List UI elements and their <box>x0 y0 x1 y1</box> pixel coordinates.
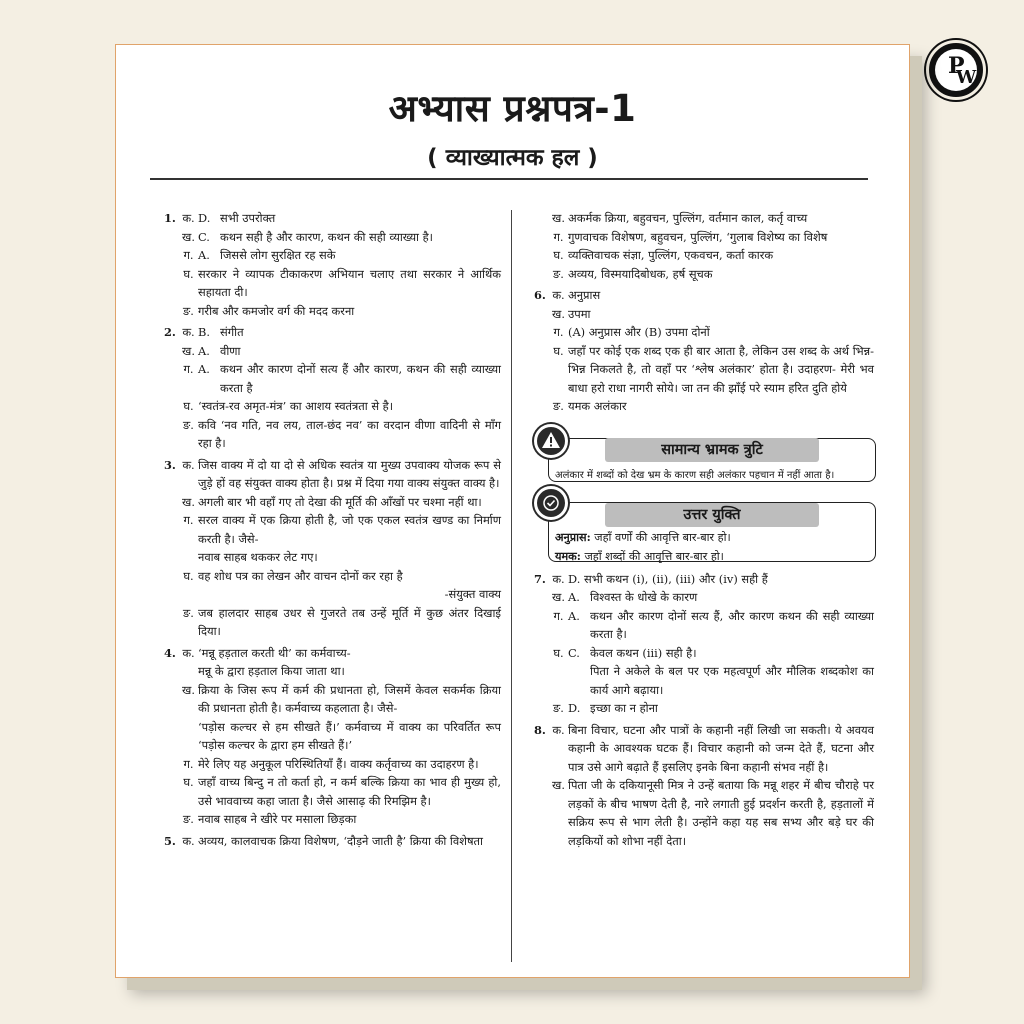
answer-text: जहाँ पर कोई एक शब्द एक ही बार आता है, लेकिन उस शब्द के अर्थ भिन्न-भिन्न निकलते है, तो वहाँ पर ‘श्लेष अलंकार’ होता है। उदाहरण- मेरी भव बाधा हरो राधा नागरी सोये। जा तन की झाँई परे स्याम हरित दुति होये <box>568 343 874 395</box>
option-label: A. <box>568 590 580 604</box>
answer-text: व्यक्तिवाचक संज्ञा, पुल्लिंग, एकवचन, कर्ता कारक <box>568 248 774 262</box>
answer-text: मेरे लिए यह अनुकूल परिस्थितियाँ हैं। वाक्य कर्तृवाच्य का उदाहरण है। <box>198 756 479 771</box>
answer-row <box>164 209 501 228</box>
answer-row <box>164 511 501 548</box>
answer-text: (A) अनुप्रास और (B) उपमा दोनों <box>568 325 710 339</box>
answer-row <box>164 773 501 810</box>
answer-row <box>164 456 501 493</box>
sub-label: ग. <box>553 325 564 339</box>
question-number: 4. <box>164 645 176 660</box>
option-label: A. <box>198 248 210 262</box>
answer-text: वह शोध पत्र का लेखन और वाचन दोनों कर रहा है <box>198 568 403 583</box>
example-sentence: पिता ने अकेले के बल पर एक महत्वपूर्ण और मौलिक शब्दकोश का कार्य आगे बढ़ाया। <box>590 664 874 697</box>
tip-key: अनुप्रास: <box>555 529 591 544</box>
answer-row <box>164 567 501 586</box>
answer-text: जिससे लोग सुरक्षित रह सके <box>220 248 336 262</box>
answer-row <box>534 397 874 416</box>
answer-text: अव्यय, विस्मयादिबोधक, हर्ष सूचक <box>568 266 713 281</box>
sub-label: ङ. <box>553 701 564 715</box>
sub-label: क. <box>552 571 565 586</box>
answer-text: कथन और कारण दोनों सत्य हैं और कारण, कथन की सही व्याख्या करता है <box>220 362 501 395</box>
option-label: A. <box>198 343 210 358</box>
answer-tip-box <box>534 492 874 562</box>
common-mistake-body <box>548 438 876 482</box>
common-mistake-heading: सामान्य भ्रामक त्रुटि <box>605 438 819 462</box>
sub-label: ग. <box>183 513 194 527</box>
answer-row <box>534 228 874 247</box>
answer-row <box>164 493 501 512</box>
answer-text: नवाब साहब ने खीरे पर मसाला छिड़का <box>198 812 357 826</box>
answer-row <box>534 644 874 663</box>
answer-text: यमक अलंकार <box>568 399 627 413</box>
answer-tip-text <box>555 528 875 566</box>
answer-row <box>164 342 501 361</box>
sub-label: ग. <box>183 248 194 262</box>
logo-letter-w: W <box>956 67 977 88</box>
answer-text: केवल कथन (iii) सही है। <box>590 645 697 660</box>
sub-label: घ. <box>553 645 564 660</box>
answer-row <box>534 323 874 342</box>
example-sentence: मन्नू के द्वारा हड़ताल किया जाता था। <box>198 664 345 678</box>
answer-row <box>534 209 874 228</box>
question-number: 5. <box>164 833 176 848</box>
pw-logo <box>926 40 986 100</box>
answer-text: संगीत <box>220 325 244 339</box>
answer-text: जिस वाक्य में दो या दो से अधिक स्वतंत्र या मुख्य उपवाक्य योजक रूप से जुड़े हों वह संयुक्त वाक्य होता है। प्रश्न में दिया गया वाक्य संयुक्त वाक्य है। <box>198 457 501 490</box>
answer-text: अकर्मक क्रिया, बहुवचन, पुल्लिंग, वर्तमान काल, कर्तृ वाच्य <box>568 211 808 225</box>
question-number: 6. <box>534 288 546 302</box>
answer-row <box>534 776 874 850</box>
sub-label: ख. <box>552 590 565 604</box>
question-number: 8. <box>534 722 546 737</box>
answer-row <box>164 644 501 663</box>
answer-text: अगली बार भी वहाँ गए तो देखा की मूर्ति की आँखों पर चश्मा नहीं था। <box>198 494 482 509</box>
answer-text: अनुप्रास <box>568 288 601 302</box>
sub-label: क. <box>182 211 195 225</box>
answer-row <box>164 323 501 342</box>
sub-label: घ. <box>553 343 564 358</box>
answer-row <box>534 305 874 324</box>
answer-text: ‘मन्नू हड़ताल करती थी’ का कर्मवाच्य- <box>198 645 351 660</box>
sub-label: घ. <box>553 248 564 262</box>
question-number: 2. <box>164 325 176 339</box>
answer-text: जहाँ वाच्य बिन्दु न तो कर्ता हो, न कर्म बल्कि क्रिया का भाव ही मुख्य हो, उसे भाववाच्य कहा जाता है। जैसे आसाढ़ की रिमझिम है। <box>198 775 501 808</box>
option-label: D. <box>198 211 211 225</box>
option-label: C. <box>568 645 580 660</box>
sub-label: ग. <box>553 608 564 623</box>
answer-text: बिना विचार, घटना और पात्रों के कहानी नहीं लिखी जा सकती। ये अवयव कहानी के आवश्यक घटक हैं। विचार कहानी को जन्म देते हैं, घटना और पात्र उसे आगे बढ़ाते हैं इसलिए इनके बिना कहानी संभव नहीं है। <box>568 722 874 774</box>
sub-label: ङ. <box>553 266 564 281</box>
tip-line: जहाँ वर्णों की आवृत्ति बार-बार हो। <box>590 530 731 544</box>
answer-text: वीणा <box>220 343 241 358</box>
sub-label: ख. <box>552 778 565 792</box>
pw-logo-inner <box>935 49 977 91</box>
answer-row <box>164 416 501 453</box>
sub-label: ख. <box>182 343 195 358</box>
answer-row <box>534 265 874 284</box>
sub-label: घ. <box>183 266 194 281</box>
common-mistake-text: अलंकार में शब्दों को देख भ्रम के कारण सही अलंकार पहचान में नहीं आता है। <box>555 469 835 481</box>
tip-key: यमक: <box>555 548 581 563</box>
sub-label: ङ. <box>183 303 194 318</box>
question-number: 7. <box>534 571 546 586</box>
answer-row <box>534 570 874 589</box>
answer-row <box>164 397 501 416</box>
sub-label: ङ. <box>553 399 564 413</box>
title-divider <box>150 178 868 180</box>
sub-label: ङ. <box>183 605 194 620</box>
answer-text: इच्छा का न होना <box>590 701 658 715</box>
answer-row <box>164 604 501 641</box>
answer-tip-body <box>548 502 876 562</box>
answer-text: सभी कथन (i), (ii), (iii) और (iv) सही हैं <box>584 571 768 586</box>
answer-text: उपमा <box>568 306 591 321</box>
sub-label: ख. <box>552 211 565 225</box>
sub-label: ग. <box>183 362 194 376</box>
sentence-type-note: -संयुक्त वाक्य <box>444 587 501 601</box>
answer-text: सभी उपरोक्त <box>220 211 276 225</box>
answer-row <box>164 302 501 321</box>
question-number: 3. <box>164 457 176 472</box>
logo-letter-p: P <box>948 53 965 79</box>
warning-icon <box>534 424 568 458</box>
option-label: D. <box>568 571 581 586</box>
answer-text: क्रिया के जिस रूप में कर्म की प्रधानता हो, जिसमें केवल सकर्मक क्रिया की प्रधानता होती है। कर्मवाच्य कहलाता है। जैसे- <box>198 682 501 715</box>
answer-text: विश्वस्त के धोखे के कारण <box>590 590 698 604</box>
answer-text: गरीब और कमजोर वर्ग की मदद करना <box>198 303 355 318</box>
answer-text: कथन सही है और कारण, कथन की सही व्याख्या है। <box>220 229 433 244</box>
sub-label: घ. <box>183 568 194 583</box>
answer-row <box>534 588 874 607</box>
sub-label: क. <box>182 645 195 660</box>
page-subtitle: ( व्याख्यात्मक हल ) <box>427 145 598 171</box>
sub-label: ख. <box>182 494 195 509</box>
answer-text: गुणवाचक विशेषण, बहुवचन, पुल्लिंग, ‘गुलाब विशेष्य का विशेष <box>568 229 828 244</box>
answer-tip-heading: उत्तर युक्ति <box>605 503 819 527</box>
sub-label: ङ. <box>183 812 194 826</box>
option-label: C. <box>198 229 210 244</box>
tip-line: जहाँ शब्दों की आवृत्ति बार-बार हो। <box>580 549 724 563</box>
answer-row <box>164 832 501 851</box>
option-label: A. <box>198 362 210 376</box>
sub-label: घ. <box>183 399 194 413</box>
example-sentence: नवाब साहब थककर लेट गए। <box>198 550 318 564</box>
answer-row <box>164 265 501 302</box>
answer-row <box>164 810 501 829</box>
right-column <box>534 209 874 850</box>
answer-row <box>534 699 874 718</box>
answer-text: कवि ‘नव गति, नव लय, ताल-छंद नव’ का वरदान वीणा वादिनी से माँग रहा है। <box>198 417 501 450</box>
answer-text: ‘स्वतंत्र-रव अमृत-मंत्र’ का आशय स्वतंत्रता से है। <box>198 399 394 413</box>
sub-label: ग. <box>183 756 194 771</box>
sub-label: घ. <box>183 775 194 789</box>
sub-label: क. <box>552 288 565 302</box>
answer-row <box>164 360 501 397</box>
option-label: A. <box>568 608 580 623</box>
answer-text: अव्यय, कालवाचक क्रिया विशेषण, ‘दौड़ने जाती है’ क्रिया की विशेषता <box>198 833 483 848</box>
sub-label: क. <box>182 457 195 472</box>
sub-label: ख. <box>552 306 565 321</box>
option-label: D. <box>568 701 581 715</box>
column-divider <box>511 210 512 962</box>
answer-text: सरल वाक्य में एक क्रिया होती है, जो एक एकल स्वतंत्र खण्ड का निर्माण करती है। जैसे- <box>198 513 501 546</box>
option-label: B. <box>198 325 210 339</box>
check-icon <box>534 486 568 520</box>
sub-label: ख. <box>182 229 195 244</box>
sub-label: क. <box>552 722 565 737</box>
sub-label: ख. <box>182 682 195 697</box>
answer-row <box>164 681 501 718</box>
answer-row <box>164 228 501 247</box>
answer-row <box>164 755 501 774</box>
example-sentence: ‘पड़ोस कल्चर से हम सीखते हैं।’ कर्मवाच्य में वाक्य का परिवर्तित रूप ‘पड़ोस कल्चर के द्वारा हम सीखते हैं।’ <box>198 719 501 752</box>
sub-label: ङ. <box>183 417 194 432</box>
sub-label: क. <box>182 325 195 339</box>
answer-text: जब हालदार साहब उधर से गुजरते तब उन्हें मूर्ति में कुछ अंतर दिखाई दिया। <box>198 605 501 638</box>
answer-row <box>534 286 874 305</box>
answer-row <box>164 246 501 265</box>
answer-row <box>534 246 874 265</box>
page-title: अभ्यास प्रश्नपत्र-1 <box>388 87 637 130</box>
question-number: 1. <box>164 211 176 225</box>
answer-row <box>534 342 874 398</box>
answer-text: पिता जी के दकियानूसी मित्र ने उन्हें बताया कि मन्नू शहर में बीच चौराहे पर लड़कों के बीच भाषण देती है, नारे लगाती हुई प्रदर्शन करती है, हड़तालों में सक्रिय रूप से भाग लेती है। उन्होंने कहा यह सब सभ्य और बड़े घर की लड़कियों को शोभा नहीं देता। <box>568 778 874 848</box>
answer-text: कथन और कारण दोनों सत्य हैं, और कारण कथन की सही व्याख्या करता है। <box>590 608 874 641</box>
left-column <box>164 209 501 850</box>
answer-row <box>534 721 874 777</box>
answer-page <box>115 44 910 978</box>
sub-label: क. <box>182 833 195 848</box>
common-mistake-box <box>534 424 874 484</box>
answer-row <box>534 607 874 644</box>
answer-text: सरकार ने व्यापक टीकाकरण अभियान चलाए तथा सरकार ने आर्थिक सहायता दी। <box>198 266 501 299</box>
sub-label: ग. <box>553 229 564 244</box>
